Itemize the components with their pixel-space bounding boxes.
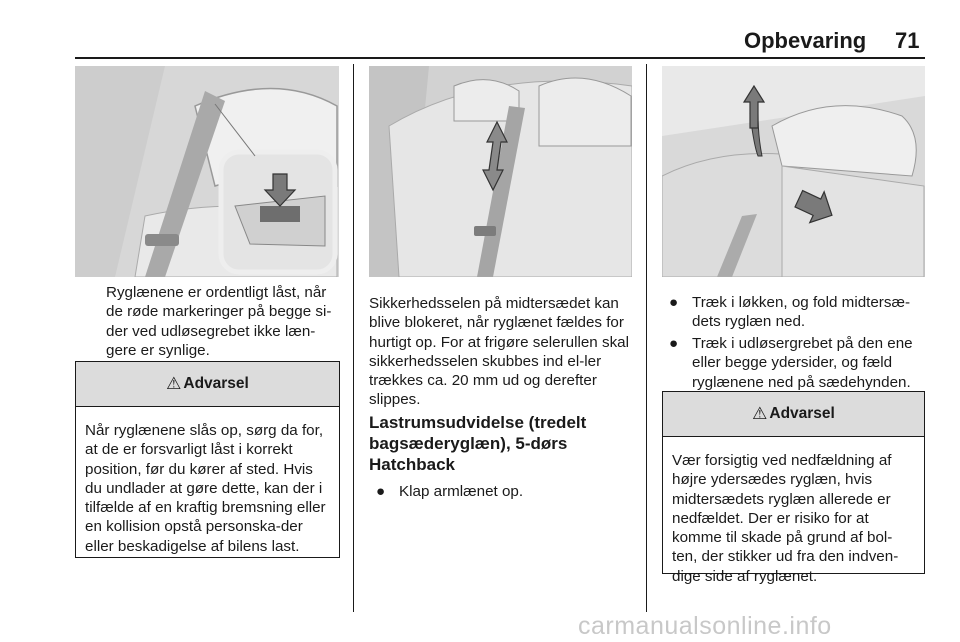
warning-title: Advarsel [769,405,835,422]
warning-box-right [662,391,925,585]
warning-header [76,362,339,407]
list-item [669,293,927,332]
lock-caption: Ryglænene er ordentligt låst, når de røde markeringer på begge si-der ved udløsegrebet ikke læn-gere er synlige. [106,284,332,359]
illustration-seat-lock [75,66,339,277]
warning-box-left [75,361,340,558]
list-item [376,482,616,501]
warning-text: Vær forsigtig ved nedfældning af højre ydersædes ryglæn, hvis midtersædets ryglæn allerede er nedfældet. Der er risiko for at komme til skade på grund af bol-ten, der stikker ud fra den indven-dige side af ryglænet. [672,452,899,585]
illustration-center-belt [369,66,632,277]
warning-title: Advarsel [183,375,249,392]
bullet-icon: ● [376,483,386,500]
warning-triangle-icon: ⚠ [752,404,768,423]
page-number: 71 [895,28,920,53]
header-divider [75,57,925,59]
column-divider-left [353,64,354,612]
watermark: carmanualsonline.info [578,612,832,640]
list-item [669,334,927,392]
bullet-icon: ● [669,335,679,352]
warning-triangle-icon: ⚠ [166,374,182,393]
bullet-icon: ● [669,294,679,311]
warning-text: Når ryglænene slås op, sørg da for, at de er forsvarligt låst i korrekt position, før du kører af sted. Hvis du undlader at gøre dette, kan der i tilfælde af en kraftig bremsning eller en kollision opstå personska-der eller beskadigelse af bilens last. [85,422,326,555]
warning-header [663,392,924,437]
list-item-text: Træk i udløsergrebet på den ene eller begge ydersider, og fæld ryglænene ned på sædehynden. [692,335,913,391]
page-section-title: Opbevaring [744,28,867,53]
illustration-backrest-release [662,66,925,277]
section-heading: Lastrumsudvidelse (tredelt bagsæderyglæn), 5-dørs Hatchback [369,413,587,474]
list-item-text: Klap armlænet op. [399,483,524,500]
column-divider-right [646,64,647,612]
center-belt-paragraph: Sikkerhedsselen på midtersædet kan blive blokeret, når ryglænet fældes for hurtigt op. For at frigøre selerullen skal sikkerhedsselen skubbes ind el-ler trækkes ca. 20 mm ud og derefter slippes. [369,295,629,409]
list-item-text: Træk i løkken, og fold midtersæ-dets ryglæn ned. [692,294,911,331]
